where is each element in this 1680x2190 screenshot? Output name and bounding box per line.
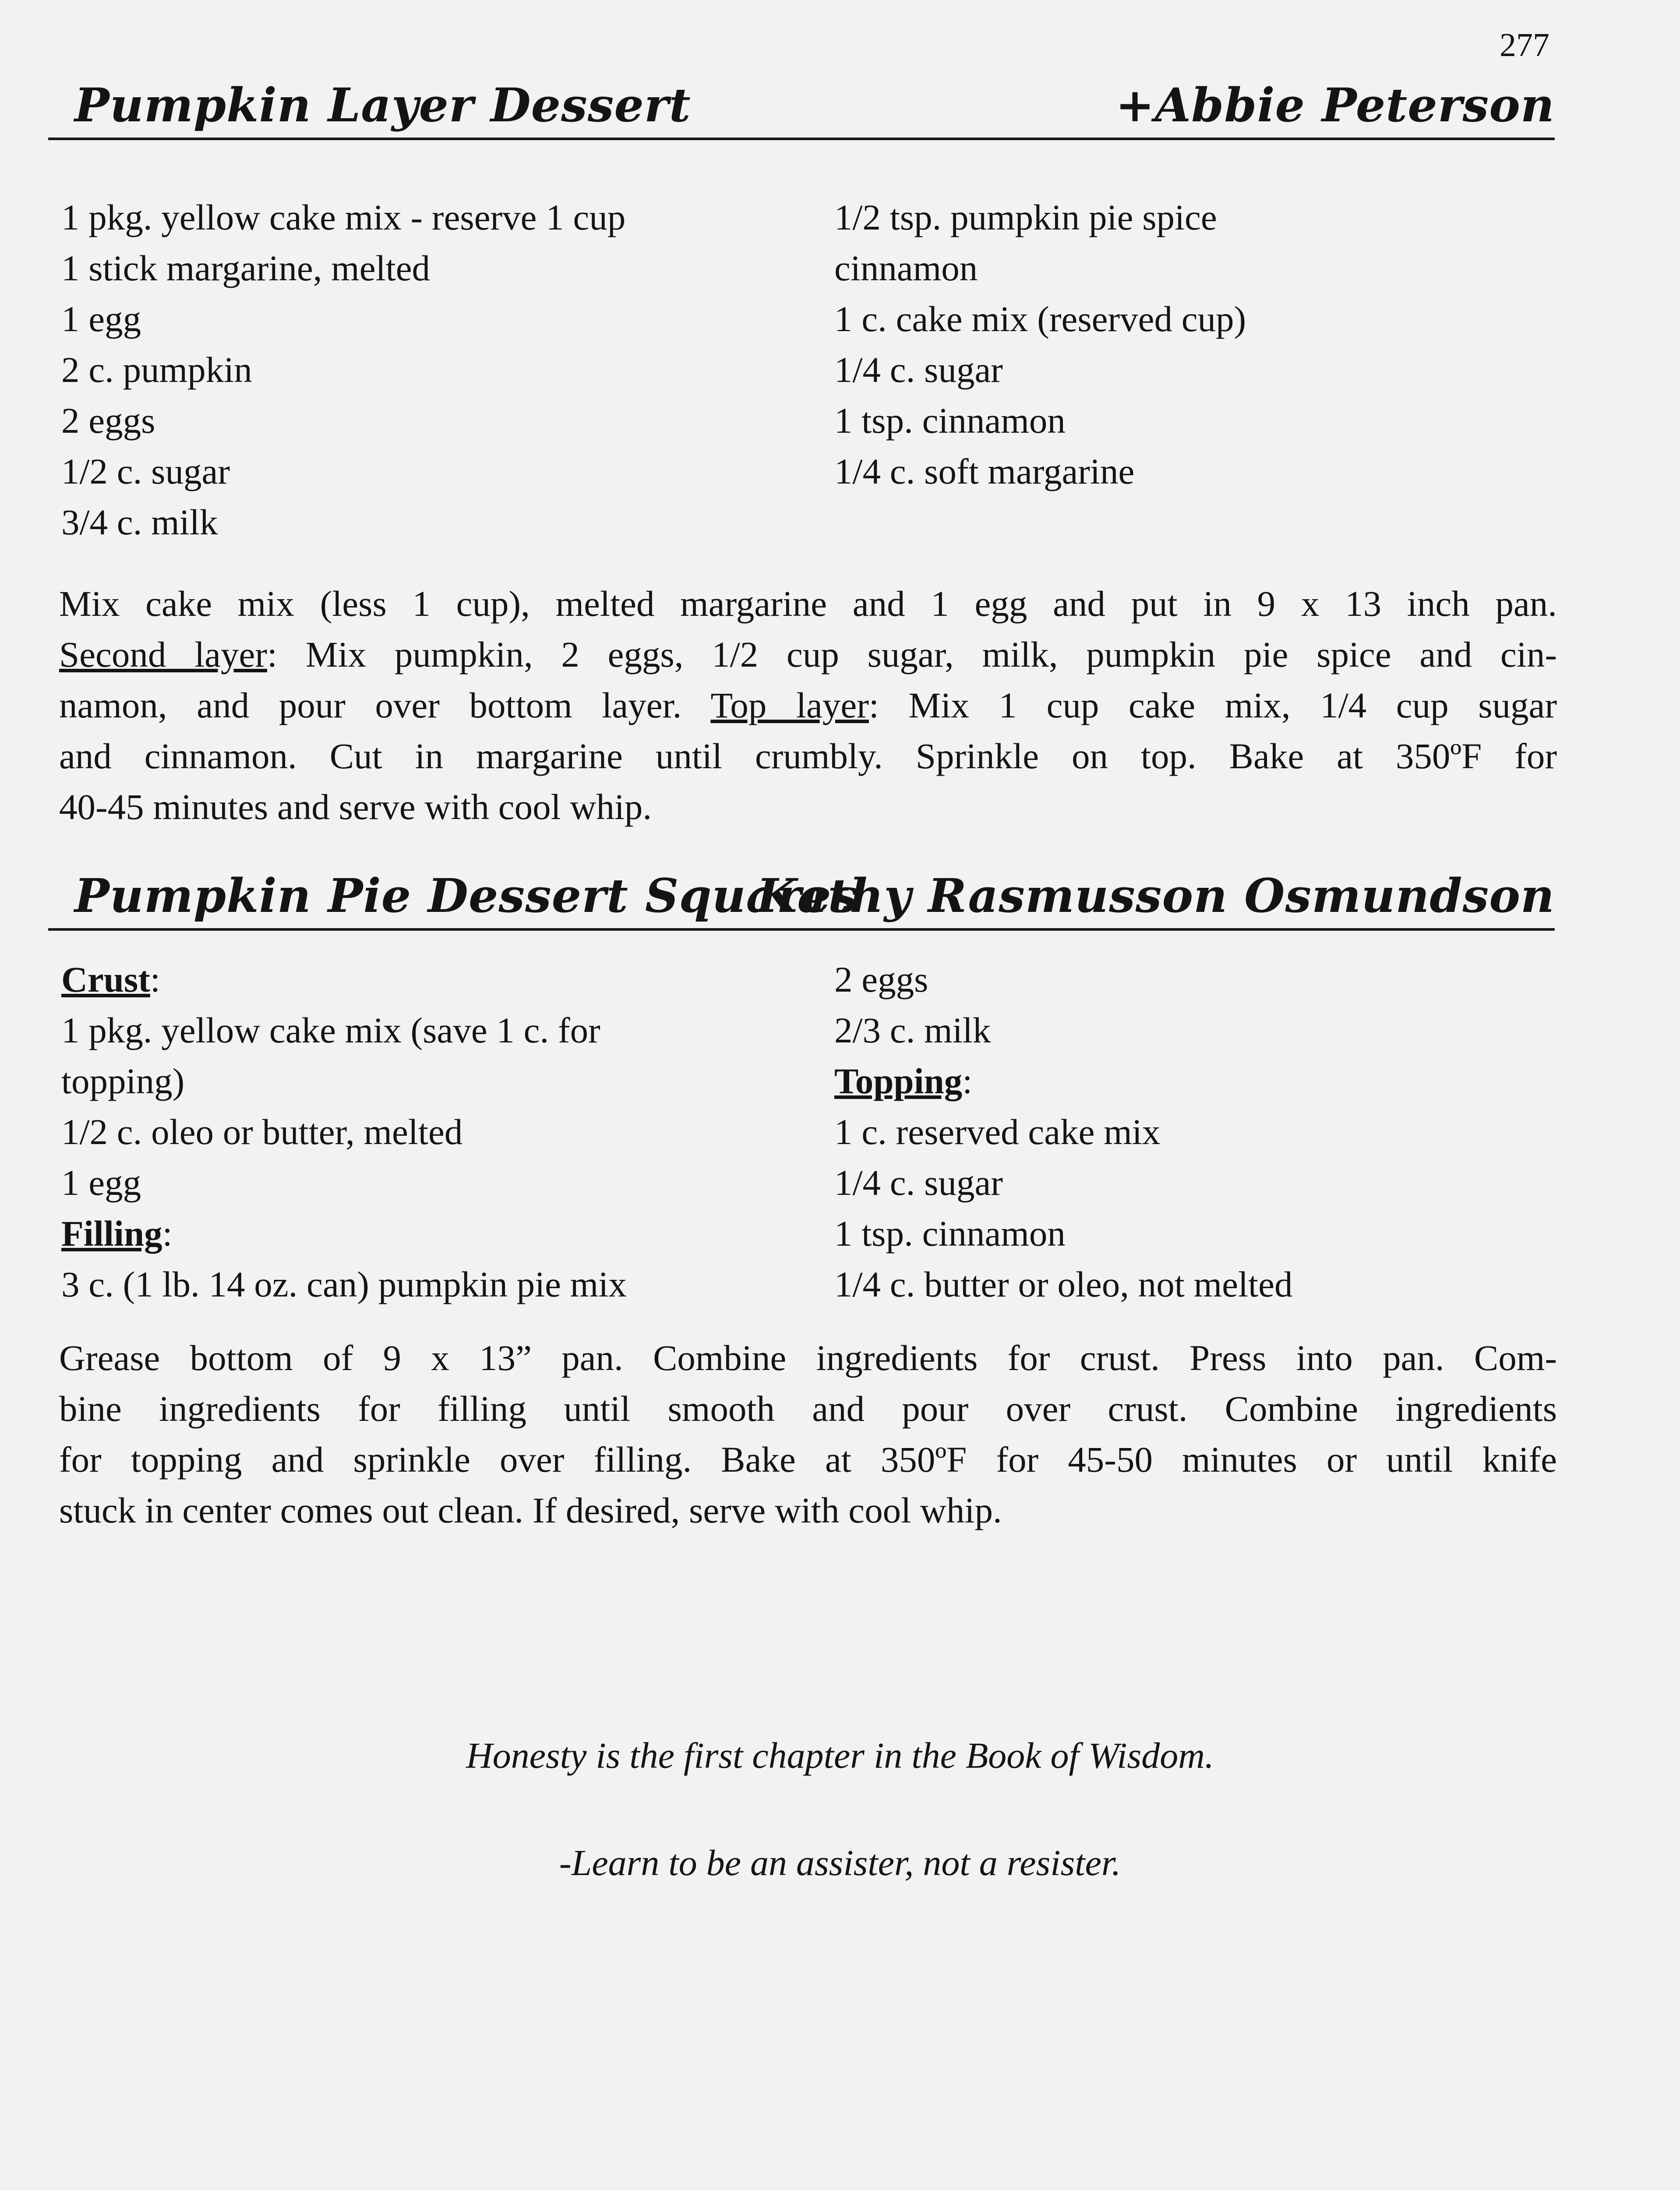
directions-line: namon, and pour over bottom layer. Top layer: Mix 1 cup cake mix, 1/4 cup sugar [59,685,1557,725]
ingredient: 1/2 tsp. pumpkin pie spice [834,197,1217,237]
ingredients-right [834,192,1246,497]
ingredient: 1 c. reserved cake mix [834,1112,1161,1152]
ingredient: 1/4 c. butter or oleo, not melted [834,1264,1293,1304]
ingredient: 1/2 c. oleo or butter, melted [61,1112,463,1152]
directions-line: Grease bottom of 9 x 13” pan. Combine ingredients for crust. Press into pan. Com- [59,1338,1557,1378]
directions-line: Mix cake mix (less 1 cup), melted margarine and 1 egg and put in 9 x 13 inch pan. [59,583,1557,624]
ingredient: 1/2 c. sugar [61,451,230,491]
author-name: Abbie Peterson [1154,78,1555,132]
recipe-title: Pumpkin Pie Dessert Squares [74,868,858,923]
quote-honesty: Honesty is the first chapter in the Book of Wisdom. [466,1735,1214,1776]
recipe-author [1115,78,1555,132]
ingredient: 1/4 c. soft margarine [834,451,1135,491]
directions-line: 40-45 minutes and serve with cool whip. [59,787,652,827]
second-layer-label: Second layer [59,634,267,675]
directions-line: for topping and sprinkle over filling. Bake at 350ºF for 45-50 minutes or until knife [59,1439,1557,1480]
ingredient: cinnamon [834,248,978,288]
header-rule [48,138,1555,140]
ingredient: topping) [61,1061,185,1101]
directions-line: bine ingredients for filling until smooth and pour over crust. Combine ingredients [59,1388,1557,1429]
recipe-title: Pumpkin Layer Dessert [74,78,691,132]
ingredient: 2 eggs [61,400,155,441]
recipe-header-pumpkin-layer-dessert [48,74,1555,140]
recipe-author: Kathy Rasmusson Osmundson [756,868,1555,923]
directions-line: Second layer: Mix pumpkin, 2 eggs, 1/2 cup sugar, milk, pumpkin pie spice and cin- [59,634,1557,675]
top-layer-label: Top layer [710,685,869,725]
ingredient: 1/4 c. sugar [834,350,1003,390]
ingredient: 2/3 c. milk [834,1010,991,1050]
ingredient: 3/4 c. milk [61,502,218,542]
ingredient: 1 tsp. cinnamon [834,400,1066,441]
ingredients-left: Crust: 1 pkg. yellow cake mix (save 1 c. for topping) 1/2 c. oleo or butter, melted 1 egg Filling: 3 c. (1 lb. 14 oz. can) pumpkin pie mix [61,954,627,1310]
directions-line: and cinnamon. Cut in margarine until crumbly. Sprinkle on top. Bake at 350ºF for [59,736,1557,776]
ingredient: 2 c. pumpkin [61,350,252,390]
ingredient: 2 eggs [834,959,928,1000]
directions-pumpkin-layer-dessert [59,578,1557,832]
ingredient: 1 egg [61,1162,141,1203]
ingredient: 3 c. (1 lb. 14 oz. can) pumpkin pie mix [61,1264,627,1304]
ingredient: 1 pkg. yellow cake mix - reserve 1 cup [61,197,626,237]
memorial-cross: + [1115,78,1155,132]
quote-assister: -Learn to be an assister, not a resister. [559,1843,1121,1883]
ingredients-left [61,192,625,548]
recipe-header-pumpkin-pie-dessert-squares [48,865,1555,931]
directions-line: stuck in center comes out clean. If desired, serve with cool whip. [59,1490,1002,1530]
filling-label: Filling [61,1213,162,1254]
ingredient: 1 egg [61,299,141,339]
ingredient: 1 tsp. cinnamon [834,1213,1066,1254]
ingredient: 1/4 c. sugar [834,1162,1003,1203]
header-rule [48,928,1555,931]
directions-pumpkin-pie-dessert-squares [59,1332,1557,1536]
ingredient: 1 stick margarine, melted [61,248,431,288]
ingredient: 1 c. cake mix (reserved cup) [834,299,1246,339]
ingredient: 1 pkg. yellow cake mix (save 1 c. for [61,1010,600,1050]
topping-label: Topping [834,1061,963,1101]
crust-label: Crust [61,959,150,1000]
ingredients-right: 2 eggs 2/3 c. milk Topping: 1 c. reserved cake mix 1/4 c. sugar 1 tsp. cinnamon 1/4 c. butter or oleo, not melted [834,954,1292,1310]
page-number: 277 [1500,27,1549,64]
